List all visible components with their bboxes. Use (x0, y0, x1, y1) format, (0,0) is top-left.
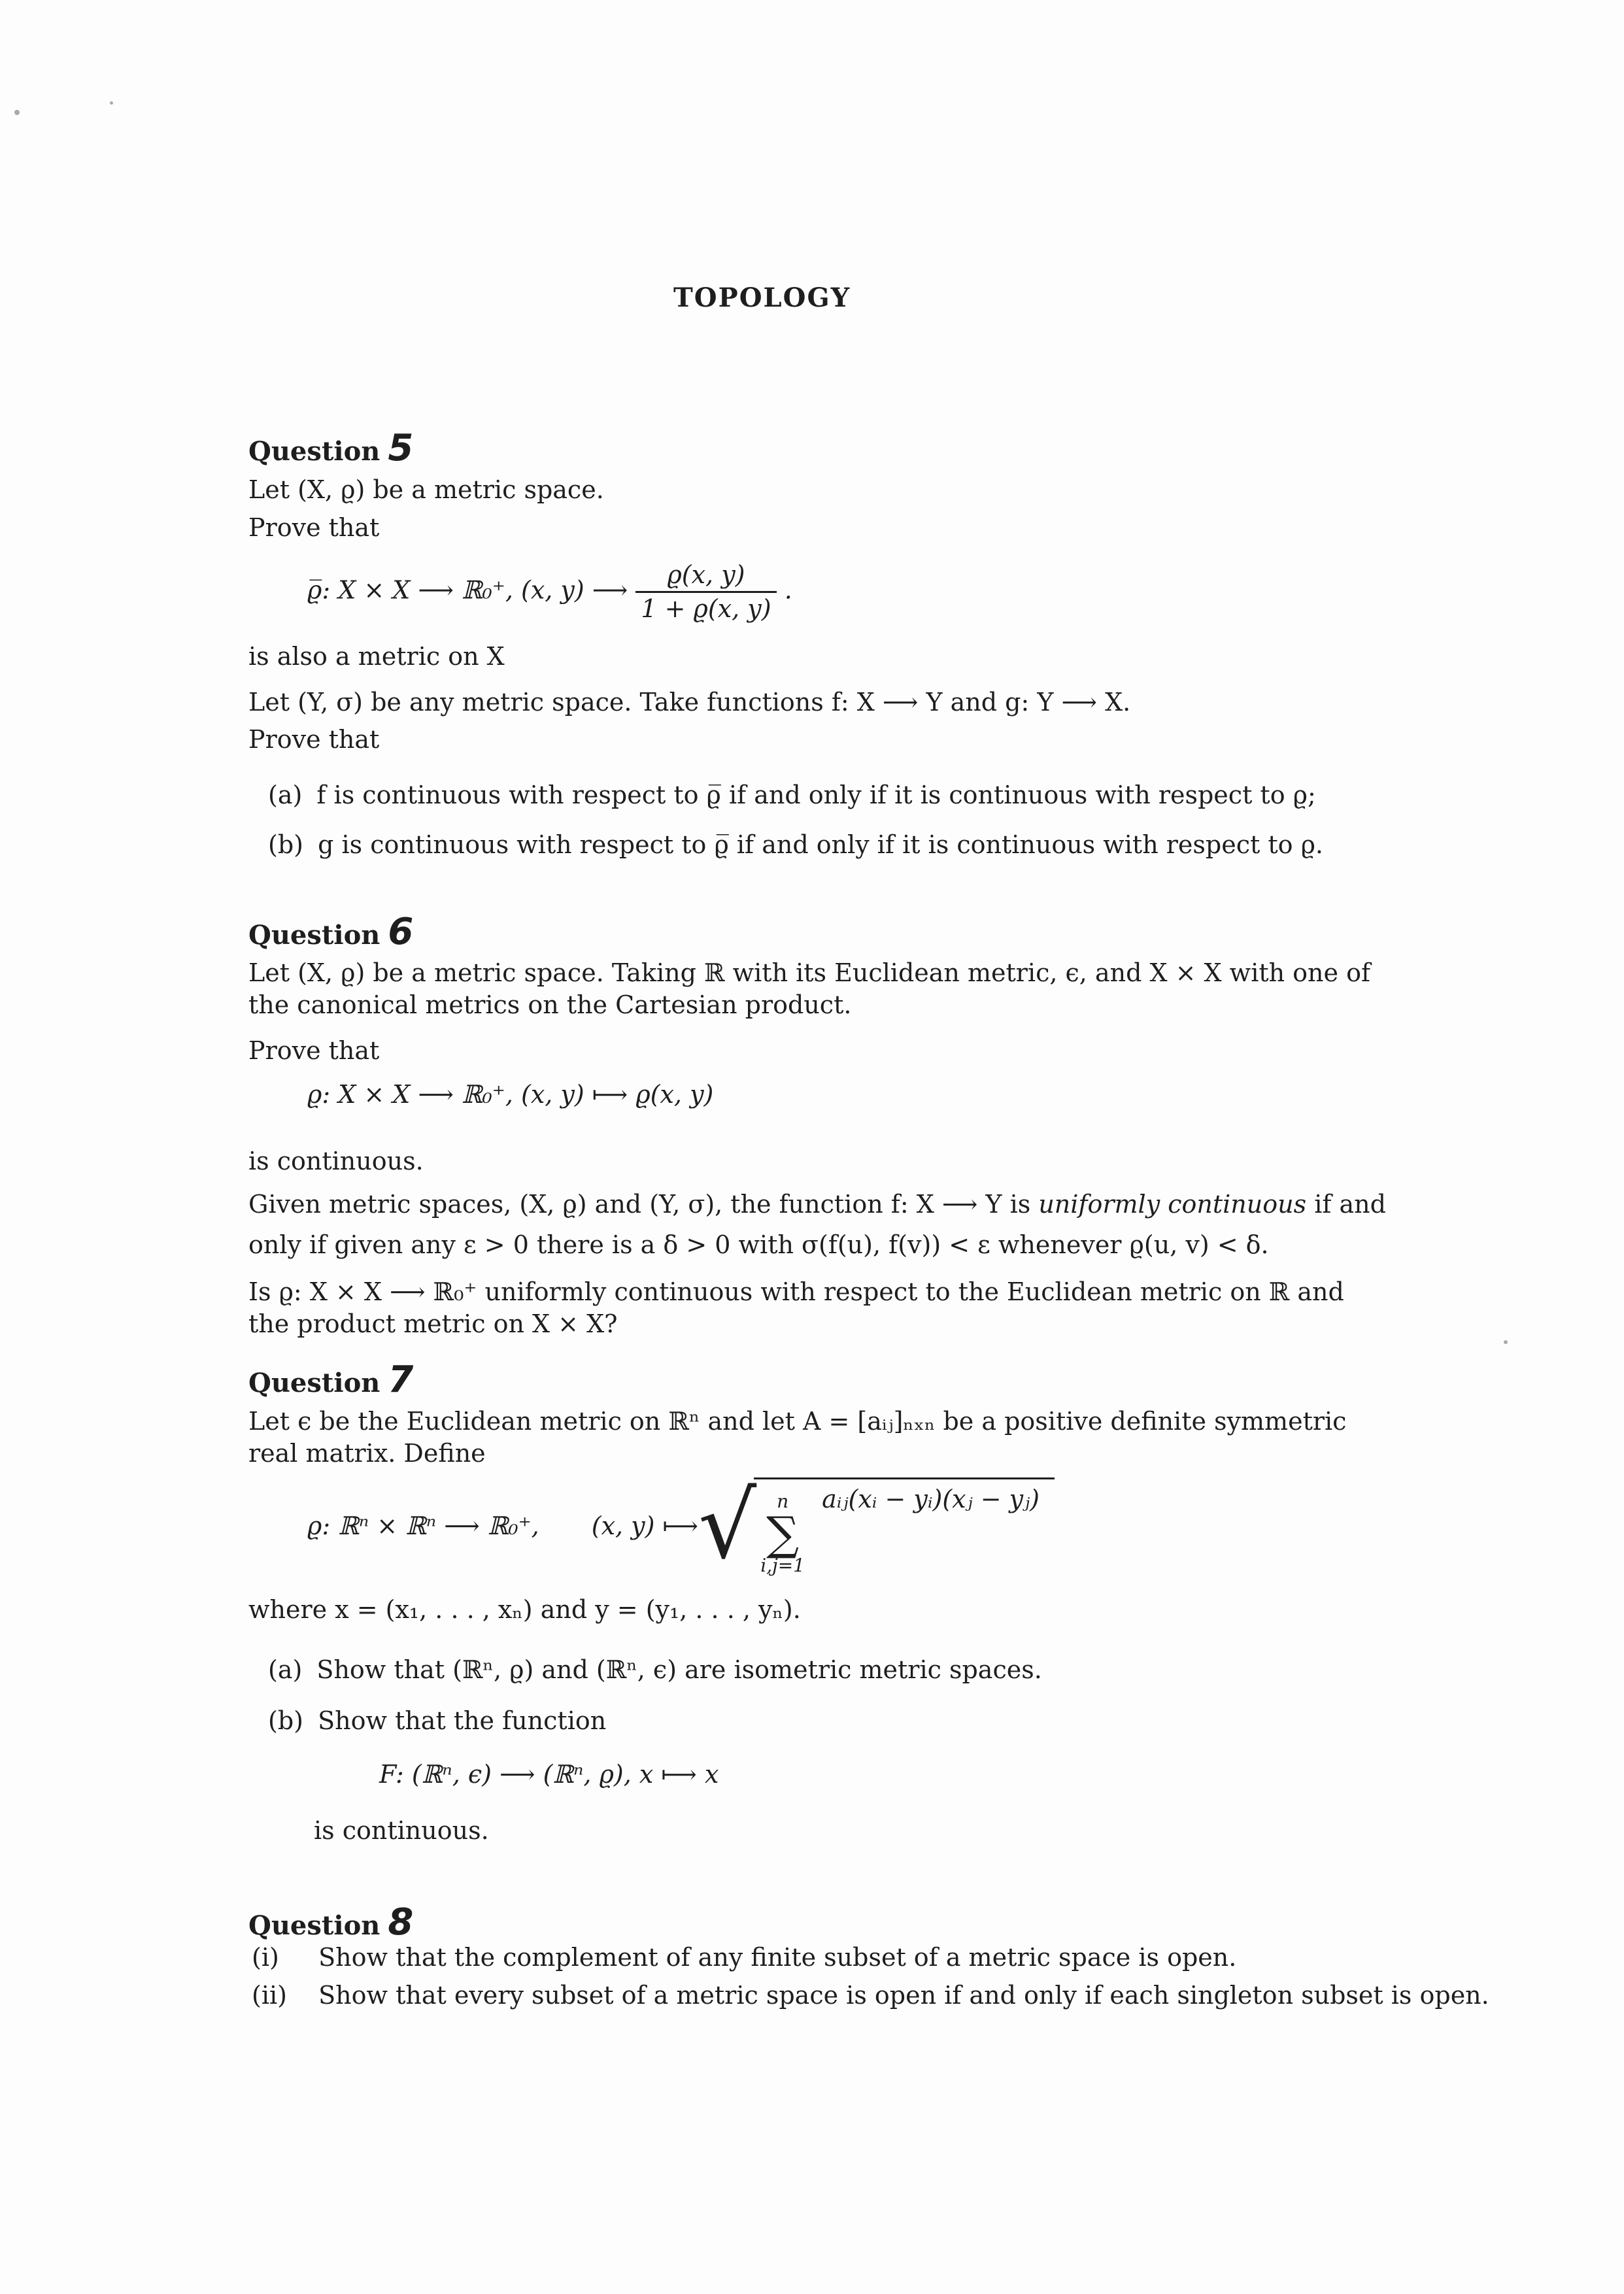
item-text: g is continuous with respect to ϱ̅ if and only if it is continuous with respect to ϱ. (318, 830, 1324, 859)
question-6-heading (248, 909, 413, 956)
q5-formula (307, 559, 792, 626)
question-label: Question (248, 1368, 381, 1398)
q7-b-formula: F: (ℝⁿ, ϵ) ⟶ (ℝⁿ, ϱ), x ⟼ x (379, 1760, 719, 1789)
item-label: (a) (268, 1655, 303, 1684)
fraction (635, 559, 776, 626)
q6-formula: ϱ: X × X ⟶ ℝ₀⁺, (x, y) ⟼ ϱ(x, y) (307, 1080, 714, 1109)
q6-paragraph-3: Is ϱ: X × X ⟶ ℝ₀⁺ uniformly continuous with respect to the Euclidean metric on ℝ and the product metric on X × X? (248, 1277, 1344, 1339)
q6-line-3: is continuous. (248, 1147, 424, 1175)
formula-end: . (784, 575, 792, 605)
question-label: Question (248, 1910, 381, 1941)
question-number: 8 (388, 1901, 414, 1944)
item-label: (b) (268, 830, 303, 859)
text: Given metric spaces, (X, ϱ) and (Y, σ), the function f: X ⟶ Y is (248, 1190, 1039, 1219)
q6-paragraph-2 (248, 1189, 1386, 1221)
item-text: Show that every subset of a metric space is open if and only if each singleton subset is open. (318, 1981, 1489, 2010)
q5-line-5: Prove that (248, 725, 380, 754)
q5-line-2: Prove that (248, 513, 380, 542)
formula-left: ϱ̅: X × X ⟶ ℝ₀⁺, (x, y) ⟶ (307, 575, 628, 605)
q7-item-b (268, 1705, 606, 1737)
text: if and (1306, 1190, 1386, 1219)
fraction-denominator: 1 + ϱ(x, y) (641, 594, 771, 624)
sum-lower: i,j=1 (760, 1555, 805, 1576)
q5-item-a (268, 779, 1316, 811)
q8-item-i (252, 1942, 1236, 1974)
question-7-heading (248, 1357, 413, 1404)
q6-paragraph-2-cont: only if given any ε > 0 there is a δ > 0 with σ(f(u), f(v)) < ε whenever ϱ(u, v) < δ. (248, 1230, 1269, 1259)
item-text: Show that (ℝⁿ, ϱ) and (ℝⁿ, ϵ) are isometric metric spaces. (316, 1655, 1042, 1684)
scan-speck (14, 110, 20, 115)
question-number: 7 (388, 1358, 414, 1401)
scan-speck (1504, 1340, 1508, 1344)
q7-where: where x = (x₁, . . . , xₙ) and y = (y₁, . . . , yₙ). (248, 1595, 801, 1624)
item-label: (i) (252, 1943, 279, 1972)
q5-line-1: Let (X, ϱ) be a metric space. (248, 475, 604, 504)
fraction-numerator: ϱ(x, y) (635, 559, 776, 593)
item-text: f is continuous with respect to ϱ̅ if and only if it is continuous with respect to ϱ; (316, 781, 1316, 809)
q6-paragraph-1: Let (X, ϱ) be a metric space. Taking ℝ with its Euclidean metric, ϵ, and X × X with one of the canonical metrics on the Cartesian product. (248, 958, 1371, 1020)
item-text: Show that the function (318, 1706, 607, 1735)
question-number: 5 (388, 427, 414, 469)
question-label: Question (248, 920, 381, 951)
formula-left: ϱ: ℝⁿ × ℝⁿ ⟶ ℝ₀⁺, (307, 1511, 539, 1540)
radicand (754, 1477, 1055, 1575)
question-5-heading (248, 425, 413, 473)
scan-speck (110, 101, 113, 105)
sum-symbol: ∑ (766, 1507, 800, 1560)
q7-paragraph-1: Let ϵ be the Euclidean metric on ℝⁿ and let A = [aᵢⱼ]ₙₓₙ be a positive definite symmetric real matrix. Define (248, 1407, 1347, 1468)
q7-b-end: is continuous. (314, 1816, 489, 1845)
emphasis: uniformly continuous (1038, 1190, 1307, 1219)
question-8-heading (248, 1899, 413, 1947)
summation (760, 1493, 805, 1575)
item-label: (b) (268, 1706, 303, 1735)
square-root-icon: √ (698, 1472, 757, 1579)
question-number: 6 (388, 911, 414, 953)
item-text: Show that the complement of any finite subset of a metric space is open. (318, 1943, 1237, 1972)
q5-item-b (268, 829, 1323, 861)
q7-item-a (268, 1654, 1042, 1686)
item-label: (ii) (252, 1981, 287, 2010)
q5-line-3: is also a metric on X (248, 642, 505, 671)
q6-line-2: Prove that (248, 1036, 380, 1065)
sum-body: aᵢⱼ(xᵢ − yᵢ)(xⱼ − yⱼ) (822, 1485, 1040, 1513)
item-label: (a) (268, 781, 303, 809)
page-title: TOPOLOGY (673, 282, 851, 313)
q8-item-ii (252, 1980, 1489, 2012)
q5-line-4: Let (Y, σ) be any metric space. Take functions f: X ⟶ Y and g: Y ⟶ X. (248, 688, 1131, 717)
formula-mid: (x, y) ⟼ (591, 1511, 699, 1540)
sum-upper: n (777, 1491, 789, 1512)
question-label: Question (248, 436, 381, 467)
q7-formula (307, 1472, 1055, 1579)
